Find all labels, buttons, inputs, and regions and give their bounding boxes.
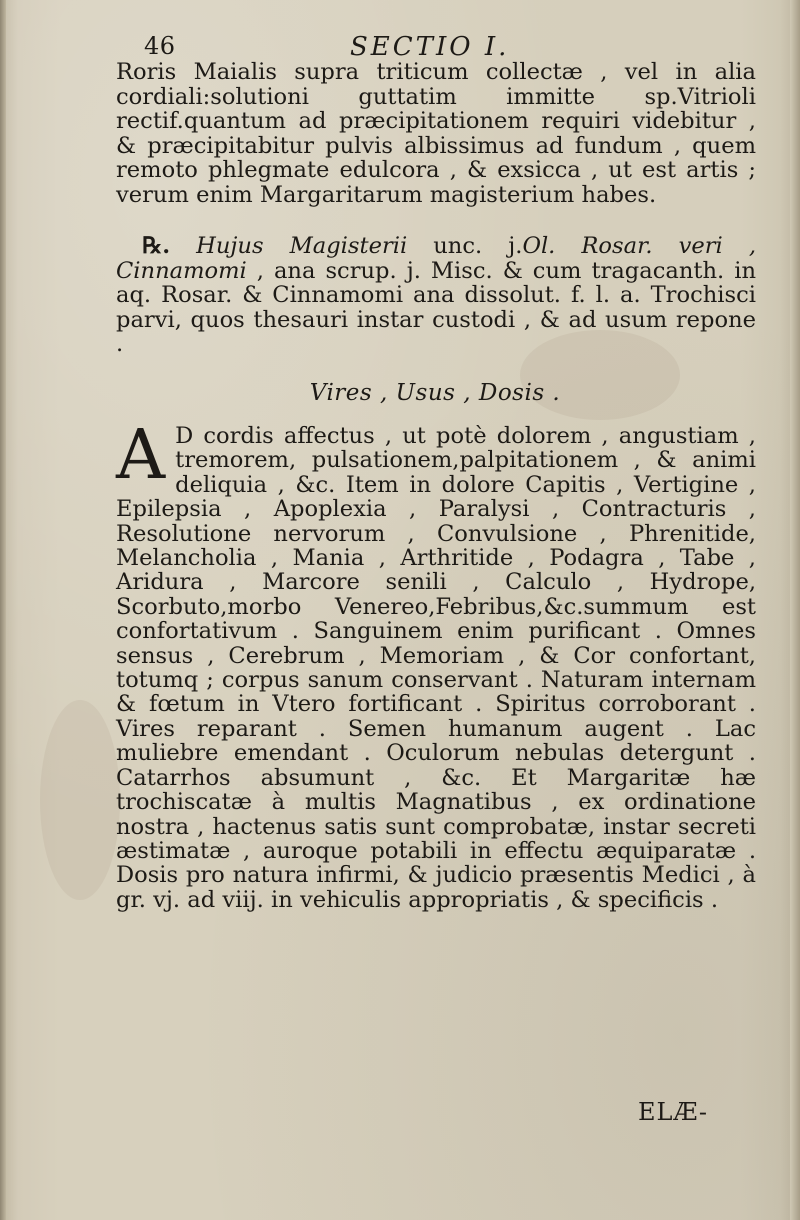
paragraph-recipe — [116, 234, 756, 357]
recipe-ingredients: Ol. Rosar. veri , Cinnamomi — [116, 233, 757, 284]
paragraph-virtues — [116, 416, 756, 913]
section-heading-text: Vires , Usus , Dosis . — [309, 380, 561, 406]
catchword: ELÆ- — [638, 1098, 709, 1126]
drop-cap: A — [116, 416, 166, 495]
page-gutter-shadow — [0, 0, 6, 1220]
running-head: SECTIO I. — [350, 32, 510, 62]
recipe-sign: ℞. — [142, 233, 171, 259]
recipe-instructions: , ana scrup. j. Misc. & cum tragacanth. in aq. Rosar. & Cinnamomi ana dissolut. f. l. a. Trochisci parvi, quos thesauri instar custodi , & ad usum repone . — [116, 257, 756, 357]
recipe-text — [116, 234, 756, 357]
paragraph-text: D cordis affectus , ut potè dolorem , angustiam , tremorem, pulsationem,palpitationem , & animi deliquia , &c. Item in dolore Capitis , Vertigine , Epilepsia , Apoplexia , Paralysi , Contracturis , Resolutione nervorum , Convulsione , Phrenitide, Melancholia , Mania , Arthritide , Podagra , Tabe , Aridura , Marcore senili , Calculo , Hydrope, Scorbuto,morbo Venereo,Febribus,&c.summum est confortativum . Sanguinem enim purificant . Omnes sensus , Cerebrum , Memoriam , & Cor confortant, totumq ; corpus sanum conservant . Naturam internam & fœtum in Vtero fortificant . Spiritus corroborant . Vires reparant . Semen humanum augent . Lac muliebre emendant . Oculorum nebulas detergunt . Catarrhos absumunt , &c. Et Margaritæ hæ trochiscatæ à multis Magnatibus , ex ordinatione nostra , hactenus satis sunt comprobatæ, instar secreti æstimatæ , auroque potabili in effectu æquiparatæ . Dosis pro natura infirmi, & judicio præsentis Medici , à gr. vj. ad viij. in vehiculis appropriatis , & specificis . — [116, 423, 756, 913]
section-heading — [0, 380, 800, 406]
recipe-quantity: unc. j. — [407, 233, 523, 259]
page-edge-shadow — [790, 0, 800, 1220]
paragraph-text: Roris Maialis supra triticum collectæ , vel in alia cordiali:solutioni guttatim immitte sp.Vitrioli rectif.quantum ad præcipitationem requiri videbitur , & præcipitabitur pulvis albissimus ad fundum , quem remoto phlegmate edulcora , & exsicca , ut est artis ; verum enim Margaritarum magisterium habes. — [116, 59, 756, 208]
paragraph-preparation — [116, 60, 756, 207]
page-number: 46 — [144, 32, 176, 60]
paper-stain — [40, 700, 120, 900]
recipe-ingredient: Hujus Magisterii — [196, 233, 408, 259]
